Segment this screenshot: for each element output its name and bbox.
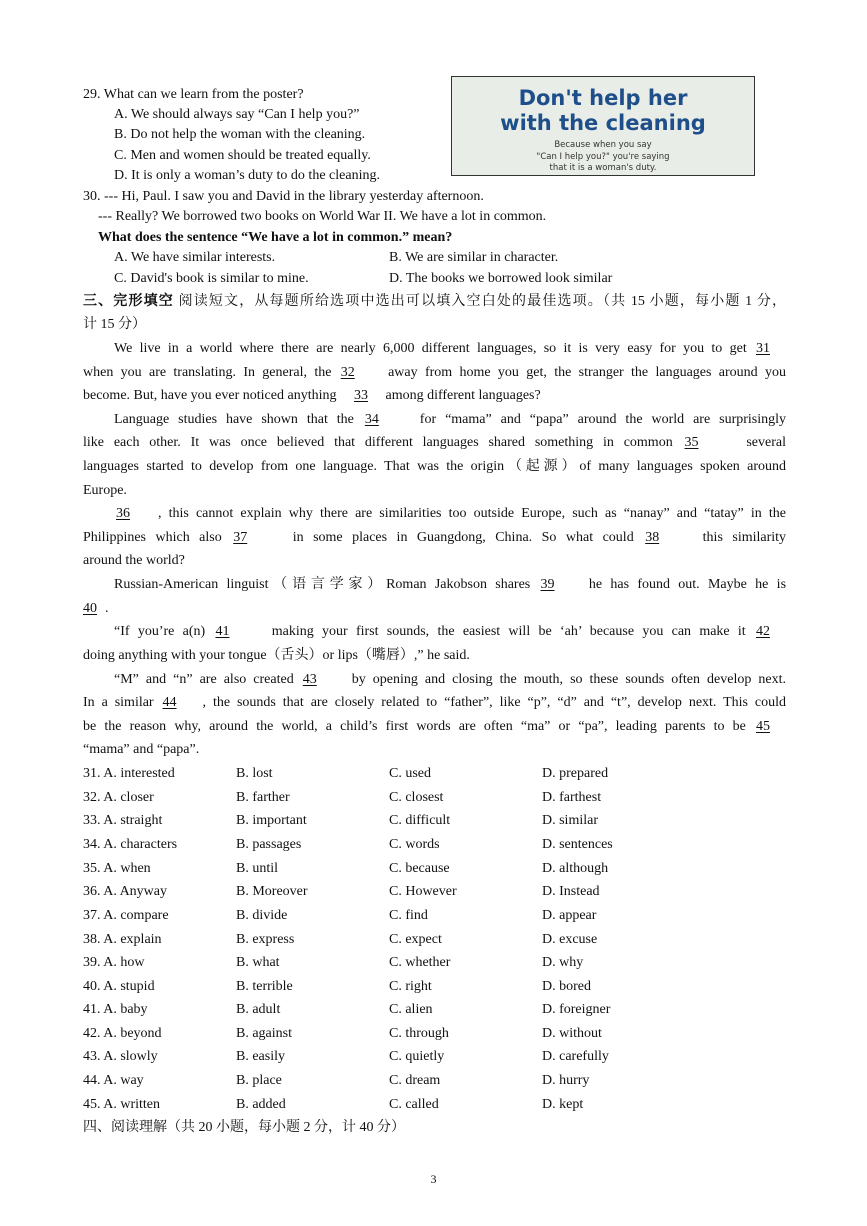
passage-text: by opening and closing the mouth, so these sounds often develop next. — [351, 672, 786, 687]
choice-45-b: B. added — [236, 1097, 286, 1112]
choice-32-c: C. closest — [389, 790, 444, 805]
choice-37-d: D. appear — [542, 908, 597, 923]
passage-p5-line-2: doing anything with your tongue（舌头）or lips（嘴唇）,” he said. — [83, 648, 470, 663]
passage-text: several — [746, 435, 787, 450]
passage-text: We live in a world where there are nearly 6,000 different languages, so it is very easy for you to get — [114, 341, 747, 356]
passage-text: , this cannot explain why there are similarities too outside Europe, such as “nanay” and “tatay” in the — [158, 506, 786, 521]
passage-text: Language studies have shown that the — [114, 412, 354, 427]
choice-36-d: D. Instead — [542, 884, 600, 899]
passage-text: Philippines which also — [83, 530, 222, 545]
passage-p4-line-1 — [114, 576, 786, 594]
passage-p1-line-3 — [83, 387, 786, 405]
passage-p6-line-3 — [83, 718, 786, 736]
section3-title: 三、完形填空 — [83, 294, 174, 309]
passage-text: Russian-American linguist（语言学家）Roman Jakobson shares — [114, 577, 531, 592]
choice-41-c: C. alien — [389, 1002, 433, 1017]
choice-38-c: C. expect — [389, 932, 442, 947]
passage-text: in some places in Guangdong, China. So what could — [292, 530, 634, 545]
choice-40-d: D. bored — [542, 979, 591, 994]
choice-31-d: D. prepared — [542, 766, 609, 781]
choice-42-d: D. without — [542, 1026, 602, 1041]
passage-p6-line-1 — [114, 671, 786, 689]
choice-32-d: D. farthest — [542, 790, 602, 805]
choice-33-c: C. difficult — [389, 813, 451, 828]
choice-42-c: C. through — [389, 1026, 449, 1041]
passage-text: making your first sounds, the easiest will be ‘ah’ because you can make it — [271, 624, 746, 639]
passage-p2-line-3: languages started to develop from one language. That was the origin（起源）of many languages spoken around — [83, 459, 786, 474]
passage-p3-line-2 — [83, 529, 786, 547]
blank-42: 42 — [755, 624, 770, 639]
choice-34-c: C. words — [389, 837, 440, 852]
passage-p2-line-1 — [114, 411, 786, 429]
choice-32-b: B. farther — [236, 790, 290, 805]
passage-text: “M” and “n” are also created — [114, 672, 294, 687]
choice-34-a: 34. A. characters — [83, 837, 178, 852]
choice-33-d: D. similar — [542, 813, 598, 828]
passage-text: this similarity — [702, 530, 787, 545]
poster-subtext-2: "Can I help you?" you're saying — [536, 151, 670, 162]
choice-41-d: D. foreigner — [542, 1002, 611, 1017]
choice-45-a: 45. A. written — [83, 1097, 160, 1112]
passage-text: In a similar — [83, 695, 154, 710]
poster-subtext-3: that it is a woman's duty. — [549, 163, 657, 173]
q30-question: What does the sentence “We have a lot in common.” mean? — [98, 230, 453, 245]
passage-p4-line-2 — [83, 600, 786, 618]
choice-33-a: 33. A. straight — [83, 813, 163, 828]
choice-42-b: B. against — [236, 1026, 292, 1041]
blank-38: 38 — [645, 530, 660, 545]
choice-32-a: 32. A. closer — [83, 790, 154, 805]
passage-text: “If you’re a(n) — [114, 624, 206, 639]
choice-36-b: B. Moreover — [236, 884, 308, 899]
section4-title: 四、阅读理解（共 20 小题，每小题 2 分，计 40 分） — [83, 1120, 405, 1135]
passage-text: he has found out. Maybe he is — [588, 577, 787, 592]
choice-40-b: B. terrible — [236, 979, 293, 994]
passage-p6-line-2 — [83, 694, 786, 712]
q30-line-1: 30. --- Hi, Paul. I saw you and David in the library yesterday afternoon. — [83, 189, 484, 204]
q29-option-a: A. We should always say “Can I help you?” — [114, 107, 360, 122]
choice-43-d: D. carefully — [542, 1049, 609, 1064]
choice-38-b: B. express — [236, 932, 295, 947]
passage-text: among different languages? — [385, 388, 541, 403]
poster-image — [451, 76, 755, 176]
choice-44-d: D. hurry — [542, 1073, 590, 1088]
choice-35-b: B. until — [236, 861, 279, 876]
blank-44: 44 — [162, 695, 177, 710]
passage-text: like each other. It was once believed that different languages shared something in common — [83, 435, 673, 450]
choice-44-a: 44. A. way — [83, 1073, 144, 1088]
passage-p1-line-2 — [83, 364, 786, 382]
choice-31-a: 31. A. interested — [83, 766, 175, 781]
choice-40-c: C. right — [389, 979, 432, 994]
blank-31: 31 — [756, 341, 770, 356]
section3-header — [83, 293, 786, 311]
poster-headline-2: with the cleaning — [500, 111, 706, 135]
q30-line-2: --- Really? We borrowed two books on World War II. We have a lot in common. — [98, 209, 547, 224]
choice-42-a: 42. A. beyond — [83, 1026, 162, 1041]
section3-instruction-2: 计 15 分） — [83, 317, 146, 332]
choice-31-c: C. used — [389, 766, 431, 781]
choice-34-d: D. sentences — [542, 837, 613, 852]
choice-44-b: B. place — [236, 1073, 282, 1088]
passage-p2-line-4: Europe. — [83, 483, 127, 498]
passage-text: become. But, have you ever noticed anything — [83, 388, 337, 403]
passage-text: . — [105, 601, 109, 616]
passage-text: be the reason why, around the world, a child’s first words are often “ma” or “pa”, leading parents to be — [83, 719, 746, 734]
passage-p1-line-1 — [114, 340, 786, 358]
q29-question: 29. What can we learn from the poster? — [83, 87, 304, 102]
blank-39: 39 — [540, 577, 555, 592]
blank-45: 45 — [756, 719, 770, 734]
passage-p6-line-4: “mama” and “papa”. — [83, 742, 200, 757]
choice-39-a: 39. A. how — [83, 955, 145, 970]
blank-41: 41 — [215, 624, 230, 639]
passage-text: away from home you get, the stranger the languages around you — [388, 365, 786, 380]
passage-p2-line-2 — [83, 434, 786, 452]
choice-43-b: B. easily — [236, 1049, 285, 1064]
page-number: 3 — [430, 1172, 437, 1186]
blank-34: 34 — [364, 412, 379, 427]
passage-p3-line-3: around the world? — [83, 553, 185, 568]
blank-37: 37 — [233, 530, 248, 545]
q30-option-a: A. We have similar interests. — [114, 250, 276, 265]
choice-35-a: 35. A. when — [83, 861, 151, 876]
choice-41-a: 41. A. baby — [83, 1002, 148, 1017]
blank-43: 43 — [302, 672, 317, 687]
blank-40: 40 — [83, 601, 97, 616]
blank-32: 32 — [340, 365, 355, 380]
q30-option-c: C. David's book is similar to mine. — [114, 271, 309, 286]
choice-33-b: B. important — [236, 813, 307, 828]
passage-text: when you are translating. In general, the — [83, 365, 332, 380]
q29-option-c: C. Men and women should be treated equally. — [114, 148, 371, 163]
choice-35-c: C. because — [389, 861, 450, 876]
poster-subtext-1: Because when you say — [554, 140, 652, 150]
choice-31-b: B. lost — [236, 766, 273, 781]
passage-p5-line-1 — [114, 623, 786, 641]
choice-37-c: C. find — [389, 908, 428, 923]
choice-43-a: 43. A. slowly — [83, 1049, 158, 1064]
choice-38-d: D. excuse — [542, 932, 598, 947]
passage-p3-line-1 — [114, 505, 786, 523]
choice-37-a: 37. A. compare — [83, 908, 169, 923]
choice-36-c: C. However — [389, 884, 457, 899]
choice-40-a: 40. A. stupid — [83, 979, 155, 994]
blank-33: 33 — [353, 388, 368, 403]
q29-option-d: D. It is only a woman’s duty to do the cleaning. — [114, 168, 380, 183]
choice-45-d: D. kept — [542, 1097, 584, 1112]
choice-35-d: D. although — [542, 861, 609, 876]
poster-headline-1: Don't help her — [518, 86, 688, 110]
choice-36-a: 36. A. Anyway — [83, 884, 167, 899]
section3-instruction: 阅读短文，从每题所给选项中选出可以填入空白处的最佳选项。（共 15 小题，每小题 1 分， — [178, 294, 786, 309]
choice-39-c: C. whether — [389, 955, 451, 970]
blank-35: 35 — [684, 435, 699, 450]
choice-43-c: C. quietly — [389, 1049, 445, 1064]
choice-45-c: C. called — [389, 1097, 439, 1112]
choice-38-a: 38. A. explain — [83, 932, 162, 947]
choice-41-b: B. adult — [236, 1002, 281, 1017]
blank-36: 36 — [116, 506, 130, 521]
q29-option-b: B. Do not help the woman with the cleaning. — [114, 127, 366, 142]
choice-39-d: D. why — [542, 955, 584, 970]
q30-option-b: B. We are similar in character. — [389, 250, 559, 265]
q30-option-d: D. The books we borrowed look similar — [389, 271, 613, 286]
passage-text: , the sounds that are closely related to “father”, like “p”, “d” and “t”, develop next. This could — [202, 695, 786, 710]
choice-44-c: C. dream — [389, 1073, 441, 1088]
passage-text: for “mama” and “papa” around the world are surprisingly — [419, 412, 787, 427]
choice-37-b: B. divide — [236, 908, 288, 923]
choice-39-b: B. what — [236, 955, 280, 970]
choice-34-b: B. passages — [236, 837, 302, 852]
